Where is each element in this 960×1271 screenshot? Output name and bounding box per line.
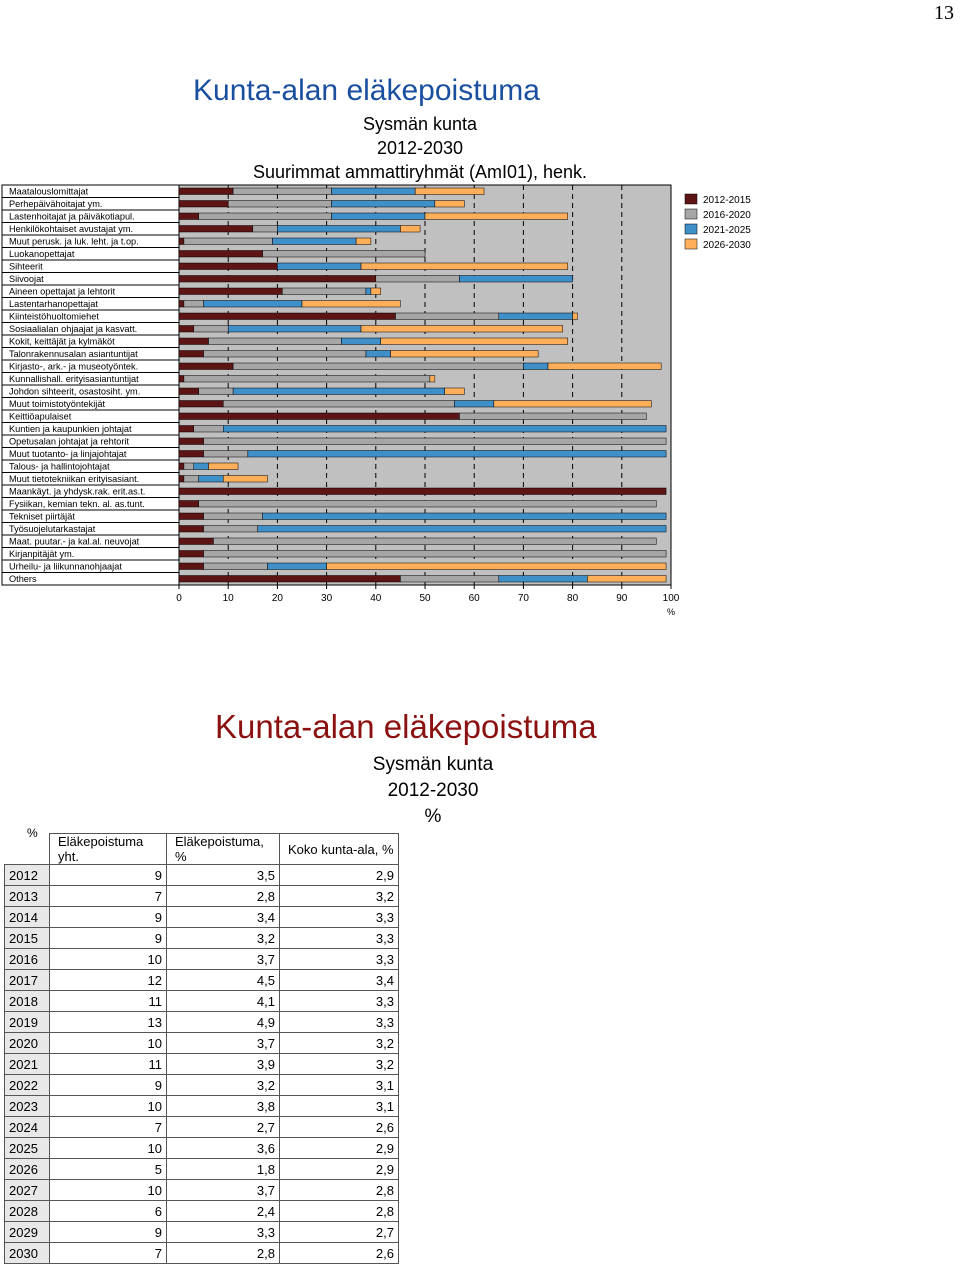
table-cell-year: 2012	[5, 865, 50, 886]
category-label: Opetusalan johtajat ja rehtorit	[9, 436, 130, 447]
bar-segment-2026-2030	[371, 288, 381, 295]
category-label: Maankäyt. ja yhdysk.rak. erit.as.t.	[9, 486, 146, 497]
table-cell-whole-sector: 3,2	[280, 886, 399, 907]
chart1-subtitle-groups: Suurimmat ammattiryhmät (AmI01), henk.	[252, 162, 588, 182]
bar-segment-2012-2015	[179, 526, 204, 533]
table-cell-whole-sector: 2,9	[280, 865, 399, 886]
bar-segment-2012-2015	[179, 451, 204, 458]
table-cell-whole-sector: 3,4	[280, 970, 399, 991]
table-cell-percent: 3,2	[167, 928, 280, 949]
bar-segment-2016-2020	[204, 451, 248, 458]
table-cell-total: 9	[50, 928, 167, 949]
table-row	[5, 886, 399, 907]
chart2-title: Kunta-alan eläkepoistuma	[215, 708, 597, 745]
table-cell-percent: 1,8	[167, 1159, 280, 1180]
table-cell-percent: 3,7	[167, 1180, 280, 1201]
bar-segment-2012-2015	[179, 376, 184, 383]
x-tick-label: 100	[662, 593, 680, 604]
bar-segment-2012-2015	[179, 401, 223, 408]
bar-segment-2016-2020	[184, 476, 199, 483]
bar-segment-2012-2015	[179, 288, 282, 295]
table-cell-percent: 3,9	[167, 1054, 280, 1075]
category-label: Muut toimistotyöntekijät	[9, 399, 105, 409]
table-cell-whole-sector: 3,3	[280, 907, 399, 928]
bar-segment-2012-2015	[179, 551, 204, 558]
table-cell-percent: 3,6	[167, 1138, 280, 1159]
category-label: Aineen opettajat ja lehtorit	[9, 286, 116, 297]
bar-segment-2016-2020	[233, 363, 523, 370]
bar-segment-2012-2015	[179, 301, 184, 308]
bar-segment-2012-2015	[179, 351, 204, 358]
legend-swatch	[685, 209, 697, 219]
table-corner	[5, 834, 50, 865]
table-row	[5, 1159, 399, 1180]
category-label: Kiinteistöhuoltomiehet	[9, 311, 99, 322]
occupation-stacked-bar-chart	[0, 180, 960, 620]
chart1-subtitle-municipality: Sysmän kunta	[362, 114, 478, 134]
table-cell-year: 2029	[5, 1222, 50, 1243]
table-cell-total: 10	[50, 1096, 167, 1117]
bar-segment-2021-2025	[459, 276, 572, 283]
bar-segment-2016-2020	[204, 513, 263, 520]
legend-swatch	[685, 194, 697, 204]
chart2-subtitle-period: 2012-2030	[387, 780, 479, 801]
table-cell-whole-sector: 2,7	[280, 1222, 399, 1243]
table-cell-percent: 2,4	[167, 1201, 280, 1222]
bar-segment-2016-2020	[204, 438, 666, 445]
bar-segment-2021-2025	[199, 476, 224, 483]
table-cell-percent: 3,5	[167, 865, 280, 886]
bar-segment-2016-2020	[459, 413, 646, 420]
bar-segment-2016-2020	[263, 251, 425, 258]
x-tick-label: 20	[271, 593, 283, 604]
table-cell-percent: 2,8	[167, 1243, 280, 1264]
x-tick-label: 0	[176, 593, 182, 604]
table-row	[5, 1138, 399, 1159]
bar-segment-2012-2015	[179, 326, 194, 333]
bar-segment-2012-2015	[179, 438, 204, 445]
chart2-subtitle-municipality: Sysmän kunta	[372, 754, 494, 775]
x-tick-label: 70	[517, 593, 529, 604]
table-cell-total: 13	[50, 1012, 167, 1033]
bar-segment-2026-2030	[223, 476, 267, 483]
bar-segment-2021-2025	[258, 526, 666, 533]
table-cell-total: 9	[50, 865, 167, 886]
bar-segment-2016-2020	[184, 376, 430, 383]
category-label: Henkilökohtaiset avustajat ym.	[9, 224, 134, 234]
bar-segment-2016-2020	[204, 563, 268, 570]
table-cell-year: 2018	[5, 991, 50, 1012]
table-cell-whole-sector: 2,9	[280, 1159, 399, 1180]
table-header-row	[5, 834, 399, 865]
bar-segment-2026-2030	[302, 301, 400, 308]
bar-segment-2021-2025	[499, 576, 588, 583]
category-label: Kokit, keittäjät ja kylmäköt	[9, 336, 115, 347]
category-label: Fysiikan, kemian tekn. al. as.tunt.	[9, 499, 145, 509]
category-label: Perhepäivähoitajat ym.	[9, 199, 103, 209]
bar-segment-2021-2025	[366, 288, 371, 295]
table-cell-whole-sector: 2,8	[280, 1180, 399, 1201]
bar-segment-2012-2015	[179, 476, 184, 483]
table-cell-year: 2013	[5, 886, 50, 907]
table-row	[5, 1075, 399, 1096]
table-row	[5, 970, 399, 991]
x-tick-label: 40	[370, 593, 382, 604]
category-label: Tekniset piirtäjät	[9, 511, 75, 522]
legend-label: 2026-2030	[703, 240, 751, 251]
bar-segment-2026-2030	[548, 363, 661, 370]
bar-segment-2021-2025	[332, 213, 425, 220]
table-cell-total: 5	[50, 1159, 167, 1180]
table-cell-year: 2015	[5, 928, 50, 949]
category-label: Others	[9, 574, 37, 584]
bar-segment-2016-2020	[184, 463, 194, 470]
bar-segment-2012-2015	[179, 388, 199, 395]
category-label: Lastenhoitajat ja päiväkotiapul.	[9, 211, 135, 222]
bar-segment-2016-2020	[233, 188, 331, 195]
category-label: Sosiaalialan ohjaajat ja kasvatt.	[9, 324, 138, 334]
column-header-percent: Eläkepoistuma, %	[167, 834, 280, 865]
table-cell-percent: 4,5	[167, 970, 280, 991]
bar-segment-2016-2020	[184, 238, 273, 245]
category-label: Kirjasto-, ark.- ja museotyöntek.	[9, 361, 139, 372]
table-cell-whole-sector: 2,8	[280, 1201, 399, 1222]
category-label: Talous- ja hallintojohtajat	[9, 461, 110, 472]
bar-segment-2012-2015	[179, 363, 233, 370]
table-body	[5, 865, 399, 1264]
table-row	[5, 1096, 399, 1117]
bar-segment-2016-2020	[199, 388, 233, 395]
table-cell-percent: 3,2	[167, 1075, 280, 1096]
category-label: Maat. puutar.- ja kal.al. neuvojat	[9, 536, 140, 547]
bar-segment-2012-2015	[179, 263, 277, 270]
table-cell-year: 2019	[5, 1012, 50, 1033]
table-cell-percent: 2,7	[167, 1117, 280, 1138]
table-cell-total: 10	[50, 949, 167, 970]
category-label: Luokanopettajat	[9, 249, 75, 259]
x-tick-label: 60	[468, 593, 480, 604]
bar-segment-2026-2030	[445, 388, 465, 395]
bar-segment-2016-2020	[194, 326, 228, 333]
table-cell-year: 2026	[5, 1159, 50, 1180]
bar-segment-2012-2015	[179, 276, 376, 283]
table-cell-percent: 4,9	[167, 1012, 280, 1033]
bar-segment-2021-2025	[277, 226, 400, 233]
bar-segment-2026-2030	[425, 213, 568, 220]
category-label: Kirjanpitäjät ym.	[9, 549, 75, 559]
table-cell-whole-sector: 3,1	[280, 1075, 399, 1096]
x-tick-label: 50	[419, 593, 431, 604]
bar-segment-2026-2030	[327, 563, 666, 570]
category-label: Muut perusk. ja luk. leht. ja t.op.	[9, 236, 139, 247]
bar-segment-2016-2020	[204, 351, 366, 358]
table-cell-year: 2030	[5, 1243, 50, 1264]
bar-segment-2016-2020	[282, 288, 366, 295]
bar-segment-2016-2020	[204, 551, 666, 558]
bar-segment-2012-2015	[179, 188, 233, 195]
table-cell-total: 10	[50, 1033, 167, 1054]
table-cell-year: 2017	[5, 970, 50, 991]
bar-segment-2021-2025	[455, 401, 494, 408]
category-label: Maatalouslomittajat	[9, 186, 89, 197]
table-cell-total: 11	[50, 1054, 167, 1075]
bar-segment-2026-2030	[415, 188, 484, 195]
column-header-total: Eläkepoistuma yht.	[50, 834, 167, 865]
bar-segment-2021-2025	[204, 301, 302, 308]
category-label: Työsuojelutarkastajat	[9, 524, 96, 534]
table-cell-total: 7	[50, 886, 167, 907]
bar-segment-2021-2025	[228, 326, 361, 333]
bar-segment-2021-2025	[277, 263, 361, 270]
bar-segment-2026-2030	[430, 376, 435, 383]
x-tick-label: 90	[616, 593, 628, 604]
table-cell-percent: 4,1	[167, 991, 280, 1012]
table-cell-whole-sector: 3,2	[280, 1033, 399, 1054]
bar-segment-2026-2030	[209, 463, 239, 470]
bar-segment-2016-2020	[223, 401, 454, 408]
bar-segment-2021-2025	[332, 201, 435, 208]
chart1-title: Kunta-alan eläkepoistuma	[193, 74, 540, 107]
table-cell-percent: 3,4	[167, 907, 280, 928]
bar-segment-2012-2015	[179, 238, 184, 245]
table-row	[5, 1117, 399, 1138]
table-cell-total: 12	[50, 970, 167, 991]
bar-segment-2026-2030	[361, 263, 568, 270]
category-label: Kuntien ja kaupunkien johtajat	[9, 424, 132, 434]
bar-segment-2016-2020	[199, 501, 657, 508]
table-cell-year: 2023	[5, 1096, 50, 1117]
bar-segment-2012-2015	[179, 313, 395, 320]
retirement-table	[4, 833, 399, 1264]
chart2-subtitle-unit: %	[424, 806, 442, 827]
table-cell-total: 6	[50, 1201, 167, 1222]
bar-segment-2012-2015	[179, 463, 184, 470]
bar-segment-2016-2020	[228, 201, 331, 208]
table-cell-total: 10	[50, 1138, 167, 1159]
table-cell-whole-sector: 2,6	[280, 1117, 399, 1138]
bar-segment-2026-2030	[435, 201, 465, 208]
bar-segment-2012-2015	[179, 563, 204, 570]
table-row	[5, 865, 399, 886]
bar-segment-2012-2015	[179, 213, 199, 220]
bar-segment-2012-2015	[179, 576, 400, 583]
bar-segment-2016-2020	[395, 313, 498, 320]
x-axis-unit: %	[666, 607, 676, 617]
table-cell-total: 7	[50, 1243, 167, 1264]
category-label: Lastentarhanopettajat	[9, 299, 98, 309]
table-cell-whole-sector: 3,3	[280, 1012, 399, 1033]
bar-segment-2016-2020	[253, 226, 278, 233]
bar-segment-2016-2020	[204, 526, 258, 533]
category-label: Urheilu- ja liikunnanohjaajat	[9, 561, 122, 572]
bar-segment-2021-2025	[223, 426, 666, 433]
x-tick-label: 80	[567, 593, 579, 604]
category-label: Siivoojat	[9, 274, 44, 284]
bar-segment-2012-2015	[179, 251, 263, 258]
table-cell-percent: 3,3	[167, 1222, 280, 1243]
table-cell-year: 2016	[5, 949, 50, 970]
category-label: Talonrakennusalan asiantuntijat	[9, 349, 138, 359]
table-cell-year: 2021	[5, 1054, 50, 1075]
table-cell-total: 9	[50, 1075, 167, 1096]
table-row	[5, 1222, 399, 1243]
legend-label: 2012-2015	[703, 195, 751, 206]
table-cell-whole-sector: 2,6	[280, 1243, 399, 1264]
table-cell-whole-sector: 3,3	[280, 991, 399, 1012]
table-row	[5, 949, 399, 970]
table-cell-year: 2028	[5, 1201, 50, 1222]
table-cell-total: 11	[50, 991, 167, 1012]
category-label: Kunnallishall. erityisasiantuntijat	[9, 374, 139, 384]
table-corner-unit: %	[27, 826, 38, 840]
bar-segment-2012-2015	[179, 513, 204, 520]
bar-segment-2021-2025	[499, 313, 573, 320]
bar-segment-2012-2015	[179, 226, 253, 233]
bar-segment-2021-2025	[523, 363, 548, 370]
table-row	[5, 991, 399, 1012]
bar-segment-2026-2030	[573, 313, 578, 320]
bar-segment-2012-2015	[179, 488, 666, 495]
bar-segment-2021-2025	[272, 238, 356, 245]
bar-segment-2026-2030	[391, 351, 539, 358]
bar-segment-2026-2030	[381, 338, 568, 345]
bar-segment-2012-2015	[179, 538, 213, 545]
bar-segment-2021-2025	[366, 351, 391, 358]
bar-segment-2026-2030	[400, 226, 420, 233]
table-cell-total: 9	[50, 907, 167, 928]
category-label: Johdon sihteerit, osastosiht. ym.	[9, 386, 141, 397]
table-row	[5, 1180, 399, 1201]
bar-segment-2021-2025	[332, 188, 416, 195]
bar-segment-2016-2020	[400, 576, 498, 583]
table-row	[5, 1033, 399, 1054]
table-cell-total: 9	[50, 1222, 167, 1243]
table-cell-whole-sector: 3,1	[280, 1096, 399, 1117]
table-cell-whole-sector: 3,3	[280, 949, 399, 970]
table-cell-total: 7	[50, 1117, 167, 1138]
bar-segment-2026-2030	[356, 238, 371, 245]
x-tick-label: 30	[321, 593, 333, 604]
legend-swatch	[685, 224, 697, 234]
table-cell-year: 2024	[5, 1117, 50, 1138]
chart1-subtitle-period: 2012-2030	[376, 138, 464, 158]
table-row	[5, 907, 399, 928]
bar-segment-2012-2015	[179, 426, 194, 433]
table-cell-percent: 3,8	[167, 1096, 280, 1117]
table-cell-whole-sector: 2,9	[280, 1138, 399, 1159]
table-row	[5, 1012, 399, 1033]
bar-segment-2021-2025	[268, 563, 327, 570]
bar-segment-2026-2030	[587, 576, 666, 583]
table-cell-year: 2020	[5, 1033, 50, 1054]
bar-segment-2021-2025	[263, 513, 666, 520]
bar-segment-2016-2020	[184, 301, 204, 308]
table-row	[5, 1054, 399, 1075]
bar-segment-2026-2030	[361, 326, 563, 333]
table-cell-percent: 2,8	[167, 886, 280, 907]
legend-swatch	[685, 239, 697, 249]
bar-segment-2016-2020	[194, 426, 224, 433]
bar-segment-2016-2020	[209, 338, 342, 345]
bar-segment-2012-2015	[179, 413, 459, 420]
table-cell-whole-sector: 3,2	[280, 1054, 399, 1075]
table-cell-whole-sector: 3,3	[280, 928, 399, 949]
table-row	[5, 1201, 399, 1222]
category-label: Muut tuotanto- ja linjajohtajat	[9, 449, 127, 459]
bar-segment-2016-2020	[213, 538, 656, 545]
bar-segment-2021-2025	[341, 338, 380, 345]
table-row	[5, 1243, 399, 1264]
bar-segment-2021-2025	[233, 388, 445, 395]
legend-label: 2021-2025	[703, 225, 751, 236]
category-label: Muut tietotekniikan erityisasiant.	[9, 474, 140, 484]
bar-segment-2021-2025	[194, 463, 209, 470]
legend-label: 2016-2020	[703, 210, 751, 221]
bar-segment-2012-2015	[179, 501, 199, 508]
table-row	[5, 928, 399, 949]
bar-segment-2012-2015	[179, 338, 209, 345]
table-cell-year: 2014	[5, 907, 50, 928]
category-label: Sihteerit	[9, 261, 43, 272]
bar-segment-2016-2020	[376, 276, 460, 283]
table-cell-year: 2027	[5, 1180, 50, 1201]
table-cell-year: 2022	[5, 1075, 50, 1096]
column-header-whole-sector: Koko kunta-ala, %	[280, 834, 399, 865]
page-number: 13	[934, 2, 954, 24]
bar-segment-2026-2030	[494, 401, 651, 408]
table-cell-year: 2025	[5, 1138, 50, 1159]
table-cell-total: 10	[50, 1180, 167, 1201]
table-cell-percent: 3,7	[167, 949, 280, 970]
x-tick-label: 10	[222, 593, 234, 604]
category-label: Keittiöapulaiset	[9, 411, 72, 422]
bar-segment-2021-2025	[248, 451, 666, 458]
bar-segment-2012-2015	[179, 201, 228, 208]
bar-segment-2016-2020	[199, 213, 332, 220]
table-cell-percent: 3,7	[167, 1033, 280, 1054]
